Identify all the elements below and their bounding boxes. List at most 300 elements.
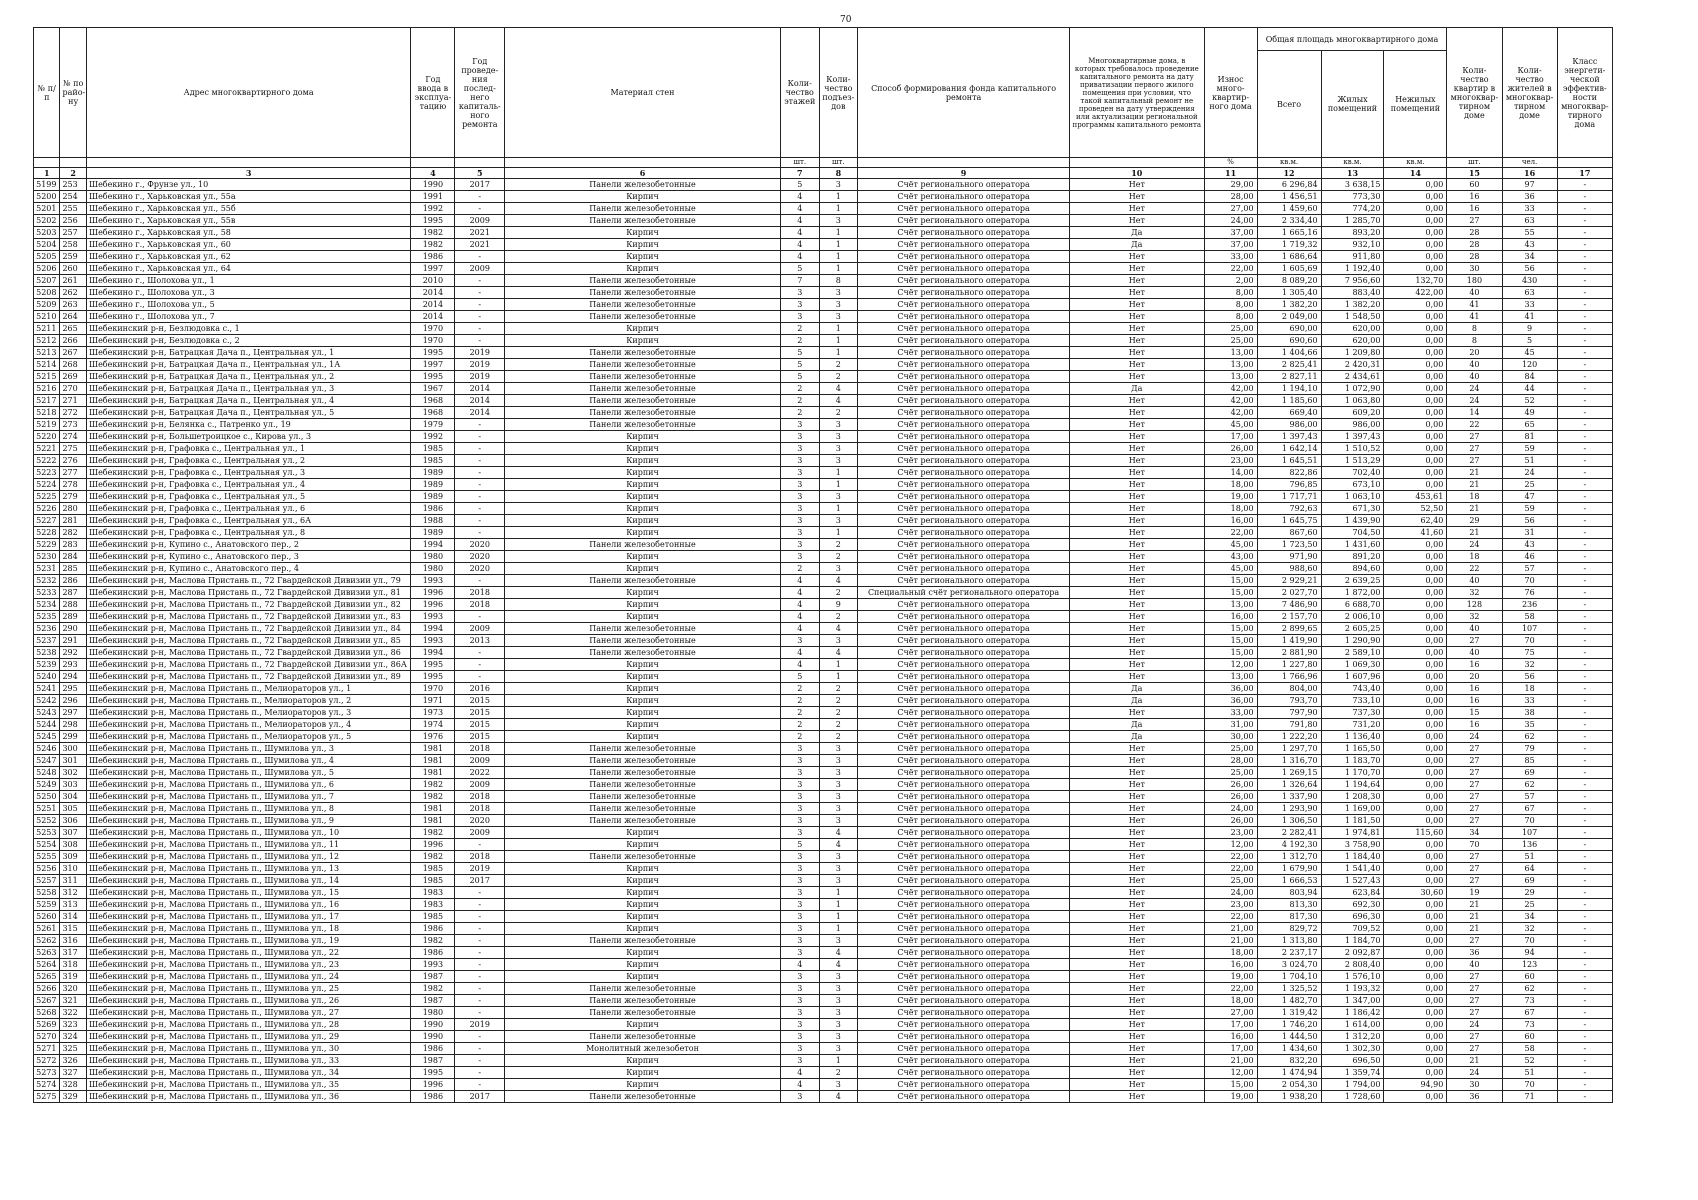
cell-floors: 4 bbox=[780, 215, 819, 227]
cell-floors: 3 bbox=[780, 911, 819, 923]
cell-row-index: 5252 bbox=[34, 815, 60, 827]
cell-apartments: 27 bbox=[1447, 935, 1502, 947]
cell-wear: 16,00 bbox=[1204, 1031, 1257, 1043]
cell-entrances: 3 bbox=[819, 767, 858, 779]
cell-wall-material: Панели железобетонные bbox=[505, 419, 781, 431]
cell-area-nonliving: 0,00 bbox=[1384, 863, 1447, 875]
cell-rayon-index: 311 bbox=[60, 875, 86, 887]
cell-rayon-index: 270 bbox=[60, 383, 86, 395]
cell-address: Шебекинский р-н, Батрацкая Дача п., Центральная ул., 2 bbox=[86, 371, 410, 383]
cell-residents: 44 bbox=[1502, 383, 1557, 395]
cell-apartments: 36 bbox=[1447, 947, 1502, 959]
cell-floors: 3 bbox=[780, 491, 819, 503]
cell-fund-method: Счёт регионального оператора bbox=[858, 407, 1070, 419]
cell-area-living: 1 974,81 bbox=[1321, 827, 1384, 839]
table-row bbox=[34, 1043, 1613, 1055]
cell-floors: 3 bbox=[780, 443, 819, 455]
cell-wall-material: Панели железобетонные bbox=[505, 179, 781, 191]
cell-fund-method: Счёт регионального оператора bbox=[858, 539, 1070, 551]
cell-wall-material: Кирпич bbox=[505, 335, 781, 347]
cell-area-living: 773,30 bbox=[1321, 191, 1384, 203]
cell-first-privatization: Нет bbox=[1070, 755, 1205, 767]
cell-apartments: 21 bbox=[1447, 911, 1502, 923]
cell-address: Шебекинский р-н, Маслова Пристань п., Шумилова ул., 11 bbox=[86, 839, 410, 851]
cell-wear: 22,00 bbox=[1204, 527, 1257, 539]
cell-area-total: 796,85 bbox=[1257, 479, 1321, 491]
cell-area-nonliving: 0,00 bbox=[1384, 539, 1447, 551]
cell-first-privatization: Нет bbox=[1070, 1079, 1205, 1091]
header-energy-class: Класс энергети-ческой эффектив-ности многоквар-тирного дома bbox=[1557, 28, 1612, 158]
cell-area-total: 1 306,50 bbox=[1257, 815, 1321, 827]
header-first-privatization: Многоквартирные дома, в которых требовалось проведение капитального ремонта на дату приватизации первого жилого помещения при условии, что такой капитальный ремонт не проведен на дату утверждения или актуализации региональной программы капитального ремонта bbox=[1070, 28, 1205, 158]
cell-floors: 4 bbox=[780, 647, 819, 659]
cell-area-total: 1 717,71 bbox=[1257, 491, 1321, 503]
cell-entrances: 2 bbox=[819, 731, 858, 743]
cell-apartments: 27 bbox=[1447, 215, 1502, 227]
cell-first-privatization: Нет bbox=[1070, 659, 1205, 671]
cell-residents: 75 bbox=[1502, 647, 1557, 659]
cell-rayon-index: 301 bbox=[60, 755, 86, 767]
cell-year-repair: - bbox=[455, 275, 505, 287]
cell-wear: 19,00 bbox=[1204, 971, 1257, 983]
cell-first-privatization: Нет bbox=[1070, 1007, 1205, 1019]
cell-fund-method: Счёт регионального оператора bbox=[858, 887, 1070, 899]
cell-residents: 58 bbox=[1502, 611, 1557, 623]
cell-apartments: 24 bbox=[1447, 395, 1502, 407]
cell-fund-method: Счёт регионального оператора bbox=[858, 599, 1070, 611]
cell-area-nonliving: 0,00 bbox=[1384, 455, 1447, 467]
cell-wall-material: Кирпич bbox=[505, 827, 781, 839]
cell-year-built: 1995 bbox=[411, 371, 455, 383]
cell-wear: 37,00 bbox=[1204, 239, 1257, 251]
cell-apartments: 24 bbox=[1447, 1067, 1502, 1079]
cell-row-index: 5223 bbox=[34, 467, 60, 479]
cell-area-living: 894,60 bbox=[1321, 563, 1384, 575]
header-address: Адрес многоквартирного дома bbox=[86, 28, 410, 158]
cell-wear: 25,00 bbox=[1204, 767, 1257, 779]
cell-fund-method: Счёт регионального оператора bbox=[858, 743, 1070, 755]
cell-area-nonliving: 62,40 bbox=[1384, 515, 1447, 527]
cell-wall-material: Панели железобетонные bbox=[505, 1031, 781, 1043]
cell-area-living: 1 439,90 bbox=[1321, 515, 1384, 527]
cell-first-privatization: Нет bbox=[1070, 911, 1205, 923]
cell-address: Шебекинский р-н, Маслова Пристань п., Шумилова ул., 4 bbox=[86, 755, 410, 767]
cell-year-built: 1981 bbox=[411, 803, 455, 815]
cell-first-privatization: Да bbox=[1070, 683, 1205, 695]
table-row bbox=[34, 863, 1613, 875]
cell-entrances: 3 bbox=[819, 215, 858, 227]
cell-first-privatization: Нет bbox=[1070, 1091, 1205, 1103]
cell-year-built: 1986 bbox=[411, 503, 455, 515]
cell-floors: 3 bbox=[780, 743, 819, 755]
cell-wall-material: Панели железобетонные bbox=[505, 815, 781, 827]
cell-residents: 34 bbox=[1502, 251, 1557, 263]
cell-wear: 24,00 bbox=[1204, 803, 1257, 815]
cell-floors: 4 bbox=[780, 251, 819, 263]
cell-area-living: 1 302,30 bbox=[1321, 1043, 1384, 1055]
cell-year-repair: - bbox=[455, 1007, 505, 1019]
cell-first-privatization: Нет bbox=[1070, 671, 1205, 683]
cell-year-repair: 2009 bbox=[455, 779, 505, 791]
cell-area-nonliving: 0,00 bbox=[1384, 983, 1447, 995]
cell-fund-method: Счёт регионального оператора bbox=[858, 1007, 1070, 1019]
cell-apartments: 40 bbox=[1447, 647, 1502, 659]
cell-rayon-index: 266 bbox=[60, 335, 86, 347]
cell-fund-method: Счёт регионального оператора bbox=[858, 1067, 1070, 1079]
cell-area-nonliving: 0,00 bbox=[1384, 479, 1447, 491]
cell-area-total: 1 397,43 bbox=[1257, 431, 1321, 443]
cell-area-nonliving: 115,60 bbox=[1384, 827, 1447, 839]
cell-area-living: 733,10 bbox=[1321, 695, 1384, 707]
cell-area-living: 1 136,40 bbox=[1321, 731, 1384, 743]
cell-wall-material: Кирпич bbox=[505, 1019, 781, 1031]
cell-first-privatization: Нет bbox=[1070, 191, 1205, 203]
cell-apartments: 14 bbox=[1447, 407, 1502, 419]
cell-area-living: 1 192,40 bbox=[1321, 263, 1384, 275]
cell-fund-method: Счёт регионального оператора bbox=[858, 683, 1070, 695]
cell-row-index: 5249 bbox=[34, 779, 60, 791]
cell-fund-method: Счёт регионального оператора bbox=[858, 1055, 1070, 1067]
cell-area-living: 1 186,42 bbox=[1321, 1007, 1384, 1019]
cell-residents: 70 bbox=[1502, 575, 1557, 587]
cell-area-living: 1 208,30 bbox=[1321, 791, 1384, 803]
cell-area-living: 1 607,96 bbox=[1321, 671, 1384, 683]
cell-area-total: 803,94 bbox=[1257, 887, 1321, 899]
cell-area-living: 893,20 bbox=[1321, 227, 1384, 239]
cell-apartments: 18 bbox=[1447, 491, 1502, 503]
cell-first-privatization: Нет bbox=[1070, 587, 1205, 599]
cell-energy-class: - bbox=[1557, 443, 1612, 455]
cell-year-repair: 2017 bbox=[455, 875, 505, 887]
cell-wear: 22,00 bbox=[1204, 851, 1257, 863]
cell-rayon-index: 316 bbox=[60, 935, 86, 947]
cell-wall-material: Панели железобетонные bbox=[505, 803, 781, 815]
cell-address: Шебекинский р-н, Батрацкая Дача п., Центральная ул., 5 bbox=[86, 407, 410, 419]
table-row bbox=[34, 287, 1613, 299]
cell-entrances: 3 bbox=[819, 311, 858, 323]
cell-wear: 13,00 bbox=[1204, 371, 1257, 383]
cell-wear: 22,00 bbox=[1204, 983, 1257, 995]
cell-area-total: 1 227,80 bbox=[1257, 659, 1321, 671]
table-row bbox=[34, 743, 1613, 755]
cell-wear: 15,00 bbox=[1204, 575, 1257, 587]
cell-apartments: 41 bbox=[1447, 311, 1502, 323]
cell-address: Шебекинский р-н, Графовка с., Центральная ул., 2 bbox=[86, 455, 410, 467]
cell-area-living: 692,30 bbox=[1321, 899, 1384, 911]
cell-row-index: 5235 bbox=[34, 611, 60, 623]
cell-apartments: 27 bbox=[1447, 1043, 1502, 1055]
cell-area-living: 673,10 bbox=[1321, 479, 1384, 491]
cell-address: Шебекинский р-н, Маслова Пристань п., 72 Гвардейской Дивизии ул., 86А bbox=[86, 659, 410, 671]
cell-year-repair: - bbox=[455, 479, 505, 491]
cell-area-living: 623,84 bbox=[1321, 887, 1384, 899]
cell-area-total: 2 827,11 bbox=[1257, 371, 1321, 383]
cell-row-index: 5238 bbox=[34, 647, 60, 659]
cell-year-built: 1995 bbox=[411, 215, 455, 227]
cell-apartments: 27 bbox=[1447, 767, 1502, 779]
cell-area-total: 1 444,50 bbox=[1257, 1031, 1321, 1043]
cell-rayon-index: 284 bbox=[60, 551, 86, 563]
cell-apartments: 34 bbox=[1447, 827, 1502, 839]
cell-apartments: 21 bbox=[1447, 479, 1502, 491]
cell-address: Шебекинский р-н, Маслова Пристань п., Мелиораторов ул., 1 bbox=[86, 683, 410, 695]
column-number: 12 bbox=[1257, 168, 1321, 179]
cell-energy-class: - bbox=[1557, 731, 1612, 743]
cell-entrances: 3 bbox=[819, 299, 858, 311]
cell-energy-class: - bbox=[1557, 335, 1612, 347]
cell-residents: 45 bbox=[1502, 347, 1557, 359]
cell-first-privatization: Нет bbox=[1070, 815, 1205, 827]
cell-residents: 64 bbox=[1502, 863, 1557, 875]
cell-residents: 36 bbox=[1502, 191, 1557, 203]
cell-address: Шебекинский р-н, Батрацкая Дача п., Центральная ул., 1А bbox=[86, 359, 410, 371]
cell-area-living: 1 576,10 bbox=[1321, 971, 1384, 983]
cell-year-built: 2014 bbox=[411, 299, 455, 311]
cell-entrances: 4 bbox=[819, 827, 858, 839]
cell-residents: 56 bbox=[1502, 515, 1557, 527]
cell-row-index: 5247 bbox=[34, 755, 60, 767]
cell-wall-material: Панели железобетонные bbox=[505, 623, 781, 635]
cell-first-privatization: Да bbox=[1070, 695, 1205, 707]
cell-entrances: 2 bbox=[819, 683, 858, 695]
cell-year-repair: - bbox=[455, 659, 505, 671]
cell-residents: 25 bbox=[1502, 479, 1557, 491]
cell-floors: 5 bbox=[780, 179, 819, 191]
cell-wall-material: Кирпич bbox=[505, 911, 781, 923]
cell-row-index: 5267 bbox=[34, 995, 60, 1007]
cell-first-privatization: Нет bbox=[1070, 1019, 1205, 1031]
cell-rayon-index: 299 bbox=[60, 731, 86, 743]
cell-area-nonliving: 0,00 bbox=[1384, 443, 1447, 455]
cell-entrances: 4 bbox=[819, 947, 858, 959]
table-row bbox=[34, 563, 1613, 575]
cell-wall-material: Панели железобетонные bbox=[505, 407, 781, 419]
cell-rayon-index: 283 bbox=[60, 539, 86, 551]
cell-year-repair: 2021 bbox=[455, 227, 505, 239]
cell-year-built: 1989 bbox=[411, 527, 455, 539]
cell-rayon-index: 306 bbox=[60, 815, 86, 827]
cell-wall-material: Панели железобетонные bbox=[505, 275, 781, 287]
cell-rayon-index: 296 bbox=[60, 695, 86, 707]
cell-area-total: 1 723,50 bbox=[1257, 539, 1321, 551]
cell-row-index: 5211 bbox=[34, 323, 60, 335]
cell-rayon-index: 254 bbox=[60, 191, 86, 203]
cell-wear: 42,00 bbox=[1204, 407, 1257, 419]
cell-wear: 13,00 bbox=[1204, 671, 1257, 683]
cell-fund-method: Счёт регионального оператора bbox=[858, 347, 1070, 359]
table-row bbox=[34, 1091, 1613, 1103]
cell-energy-class: - bbox=[1557, 539, 1612, 551]
cell-fund-method: Счёт регионального оператора bbox=[858, 1043, 1070, 1055]
cell-area-nonliving: 0,00 bbox=[1384, 1031, 1447, 1043]
cell-area-nonliving: 0,00 bbox=[1384, 431, 1447, 443]
cell-area-nonliving: 0,00 bbox=[1384, 659, 1447, 671]
cell-entrances: 3 bbox=[819, 635, 858, 647]
cell-energy-class: - bbox=[1557, 215, 1612, 227]
cell-wear: 26,00 bbox=[1204, 791, 1257, 803]
cell-address: Шебекинский р-н, Маслова Пристань п., Шумилова ул., 36 bbox=[86, 1091, 410, 1103]
cell-wear: 43,00 bbox=[1204, 551, 1257, 563]
cell-wall-material: Кирпич bbox=[505, 455, 781, 467]
cell-year-built: 1993 bbox=[411, 575, 455, 587]
cell-year-built: 1970 bbox=[411, 323, 455, 335]
cell-energy-class: - bbox=[1557, 203, 1612, 215]
cell-row-index: 5243 bbox=[34, 707, 60, 719]
cell-address: Шебекинский р-н, Маслова Пристань п., Шумилова ул., 19 bbox=[86, 935, 410, 947]
cell-year-built: 1986 bbox=[411, 1091, 455, 1103]
cell-residents: 236 bbox=[1502, 599, 1557, 611]
cell-floors: 3 bbox=[780, 431, 819, 443]
cell-energy-class: - bbox=[1557, 1067, 1612, 1079]
cell-energy-class: - bbox=[1557, 647, 1612, 659]
cell-area-nonliving: 0,00 bbox=[1384, 815, 1447, 827]
cell-area-living: 1 193,32 bbox=[1321, 983, 1384, 995]
cell-first-privatization: Нет bbox=[1070, 767, 1205, 779]
cell-entrances: 3 bbox=[819, 287, 858, 299]
cell-area-living: 1 069,30 bbox=[1321, 659, 1384, 671]
cell-wear: 15,00 bbox=[1204, 623, 1257, 635]
cell-address: Шебекинский р-н, Маслова Пристань п., 72 Гвардейской Дивизии ул., 79 bbox=[86, 575, 410, 587]
cell-floors: 4 bbox=[780, 659, 819, 671]
table-row bbox=[34, 395, 1613, 407]
cell-row-index: 5220 bbox=[34, 431, 60, 443]
cell-first-privatization: Нет bbox=[1070, 863, 1205, 875]
cell-residents: 62 bbox=[1502, 983, 1557, 995]
cell-area-total: 6 296,84 bbox=[1257, 179, 1321, 191]
cell-entrances: 3 bbox=[819, 755, 858, 767]
cell-area-total: 2 049,00 bbox=[1257, 311, 1321, 323]
cell-first-privatization: Нет bbox=[1070, 347, 1205, 359]
table-row bbox=[34, 239, 1613, 251]
table-row bbox=[34, 1019, 1613, 1031]
cell-fund-method: Счёт регионального оператора bbox=[858, 179, 1070, 191]
cell-energy-class: - bbox=[1557, 899, 1612, 911]
cell-row-index: 5251 bbox=[34, 803, 60, 815]
cell-energy-class: - bbox=[1557, 719, 1612, 731]
cell-entrances: 3 bbox=[819, 743, 858, 755]
cell-row-index: 5226 bbox=[34, 503, 60, 515]
cell-row-index: 5244 bbox=[34, 719, 60, 731]
cell-floors: 4 bbox=[780, 959, 819, 971]
cell-energy-class: - bbox=[1557, 935, 1612, 947]
cell-area-nonliving: 0,00 bbox=[1384, 203, 1447, 215]
cell-rayon-index: 261 bbox=[60, 275, 86, 287]
cell-area-total: 1 482,70 bbox=[1257, 995, 1321, 1007]
cell-year-built: 1987 bbox=[411, 995, 455, 1007]
table-row bbox=[34, 503, 1613, 515]
cell-year-built: 1973 bbox=[411, 707, 455, 719]
cell-entrances: 2 bbox=[819, 611, 858, 623]
cell-energy-class: - bbox=[1557, 851, 1612, 863]
cell-row-index: 5262 bbox=[34, 935, 60, 947]
cell-address: Шебекинский р-н, Графовка с., Центральная ул., 5 bbox=[86, 491, 410, 503]
cell-year-built: 1995 bbox=[411, 347, 455, 359]
cell-year-repair: - bbox=[455, 431, 505, 443]
table-header bbox=[34, 28, 1613, 179]
cell-area-nonliving: 30,60 bbox=[1384, 887, 1447, 899]
cell-area-living: 1 397,43 bbox=[1321, 431, 1384, 443]
cell-fund-method: Счёт регионального оператора bbox=[858, 383, 1070, 395]
cell-year-repair: 2018 bbox=[455, 791, 505, 803]
cell-area-total: 1 337,90 bbox=[1257, 791, 1321, 803]
cell-floors: 3 bbox=[780, 899, 819, 911]
cell-entrances: 3 bbox=[819, 779, 858, 791]
header-n-rayon: № по райо-ну bbox=[60, 28, 86, 158]
cell-residents: 62 bbox=[1502, 731, 1557, 743]
cell-address: Шебекинский р-н, Маслова Пристань п., Шумилова ул., 7 bbox=[86, 791, 410, 803]
cell-entrances: 1 bbox=[819, 503, 858, 515]
cell-residents: 41 bbox=[1502, 311, 1557, 323]
cell-address: Шебекинский р-н, Маслова Пристань п., Шумилова ул., 17 bbox=[86, 911, 410, 923]
cell-area-total: 804,00 bbox=[1257, 683, 1321, 695]
cell-row-index: 5269 bbox=[34, 1019, 60, 1031]
cell-energy-class: - bbox=[1557, 191, 1612, 203]
cell-area-nonliving: 0,00 bbox=[1384, 191, 1447, 203]
cell-area-nonliving: 0,00 bbox=[1384, 935, 1447, 947]
cell-row-index: 5225 bbox=[34, 491, 60, 503]
cell-year-built: 1995 bbox=[411, 659, 455, 671]
cell-first-privatization: Нет bbox=[1070, 263, 1205, 275]
cell-wall-material: Панели железобетонные bbox=[505, 1091, 781, 1103]
cell-energy-class: - bbox=[1557, 503, 1612, 515]
cell-wall-material: Кирпич bbox=[505, 503, 781, 515]
cell-apartments: 40 bbox=[1447, 623, 1502, 635]
cell-area-nonliving: 0,00 bbox=[1384, 323, 1447, 335]
cell-year-built: 1982 bbox=[411, 227, 455, 239]
cell-wear: 42,00 bbox=[1204, 395, 1257, 407]
cell-energy-class: - bbox=[1557, 623, 1612, 635]
cell-wall-material: Кирпич bbox=[505, 1055, 781, 1067]
cell-address: Шебекинский р-н, Купино с., Анатовского пер., 3 bbox=[86, 551, 410, 563]
cell-area-living: 1 285,70 bbox=[1321, 215, 1384, 227]
cell-area-living: 1 209,80 bbox=[1321, 347, 1384, 359]
cell-residents: 81 bbox=[1502, 431, 1557, 443]
units-row bbox=[34, 158, 1613, 168]
cell-residents: 69 bbox=[1502, 767, 1557, 779]
cell-fund-method: Счёт регионального оператора bbox=[858, 479, 1070, 491]
cell-area-nonliving: 0,00 bbox=[1384, 599, 1447, 611]
cell-wear: 23,00 bbox=[1204, 455, 1257, 467]
cell-first-privatization: Нет bbox=[1070, 467, 1205, 479]
table-row bbox=[34, 515, 1613, 527]
cell-first-privatization: Нет bbox=[1070, 575, 1205, 587]
cell-area-total: 1 938,20 bbox=[1257, 1091, 1321, 1103]
table-row bbox=[34, 431, 1613, 443]
cell-energy-class: - bbox=[1557, 515, 1612, 527]
cell-first-privatization: Нет bbox=[1070, 395, 1205, 407]
cell-address: Шебекинский р-н, Маслова Пристань п., 72 Гвардейской Дивизии ул., 86 bbox=[86, 647, 410, 659]
cell-year-repair: 2017 bbox=[455, 179, 505, 191]
cell-wall-material: Панели железобетонные bbox=[505, 779, 781, 791]
cell-row-index: 5261 bbox=[34, 923, 60, 935]
cell-wear: 22,00 bbox=[1204, 263, 1257, 275]
unit-floors: шт. bbox=[780, 158, 819, 168]
cell-fund-method: Счёт регионального оператора bbox=[858, 419, 1070, 431]
cell-row-index: 5203 bbox=[34, 227, 60, 239]
cell-area-total: 1 325,52 bbox=[1257, 983, 1321, 995]
cell-entrances: 2 bbox=[819, 1067, 858, 1079]
cell-floors: 2 bbox=[780, 335, 819, 347]
cell-energy-class: - bbox=[1557, 467, 1612, 479]
cell-energy-class: - bbox=[1557, 767, 1612, 779]
cell-apartments: 128 bbox=[1447, 599, 1502, 611]
column-number: 8 bbox=[819, 168, 858, 179]
cell-area-total: 1 456,51 bbox=[1257, 191, 1321, 203]
cell-area-living: 671,30 bbox=[1321, 503, 1384, 515]
cell-year-built: 1970 bbox=[411, 683, 455, 695]
cell-area-nonliving: 0,00 bbox=[1384, 335, 1447, 347]
cell-wall-material: Панели железобетонные bbox=[505, 359, 781, 371]
